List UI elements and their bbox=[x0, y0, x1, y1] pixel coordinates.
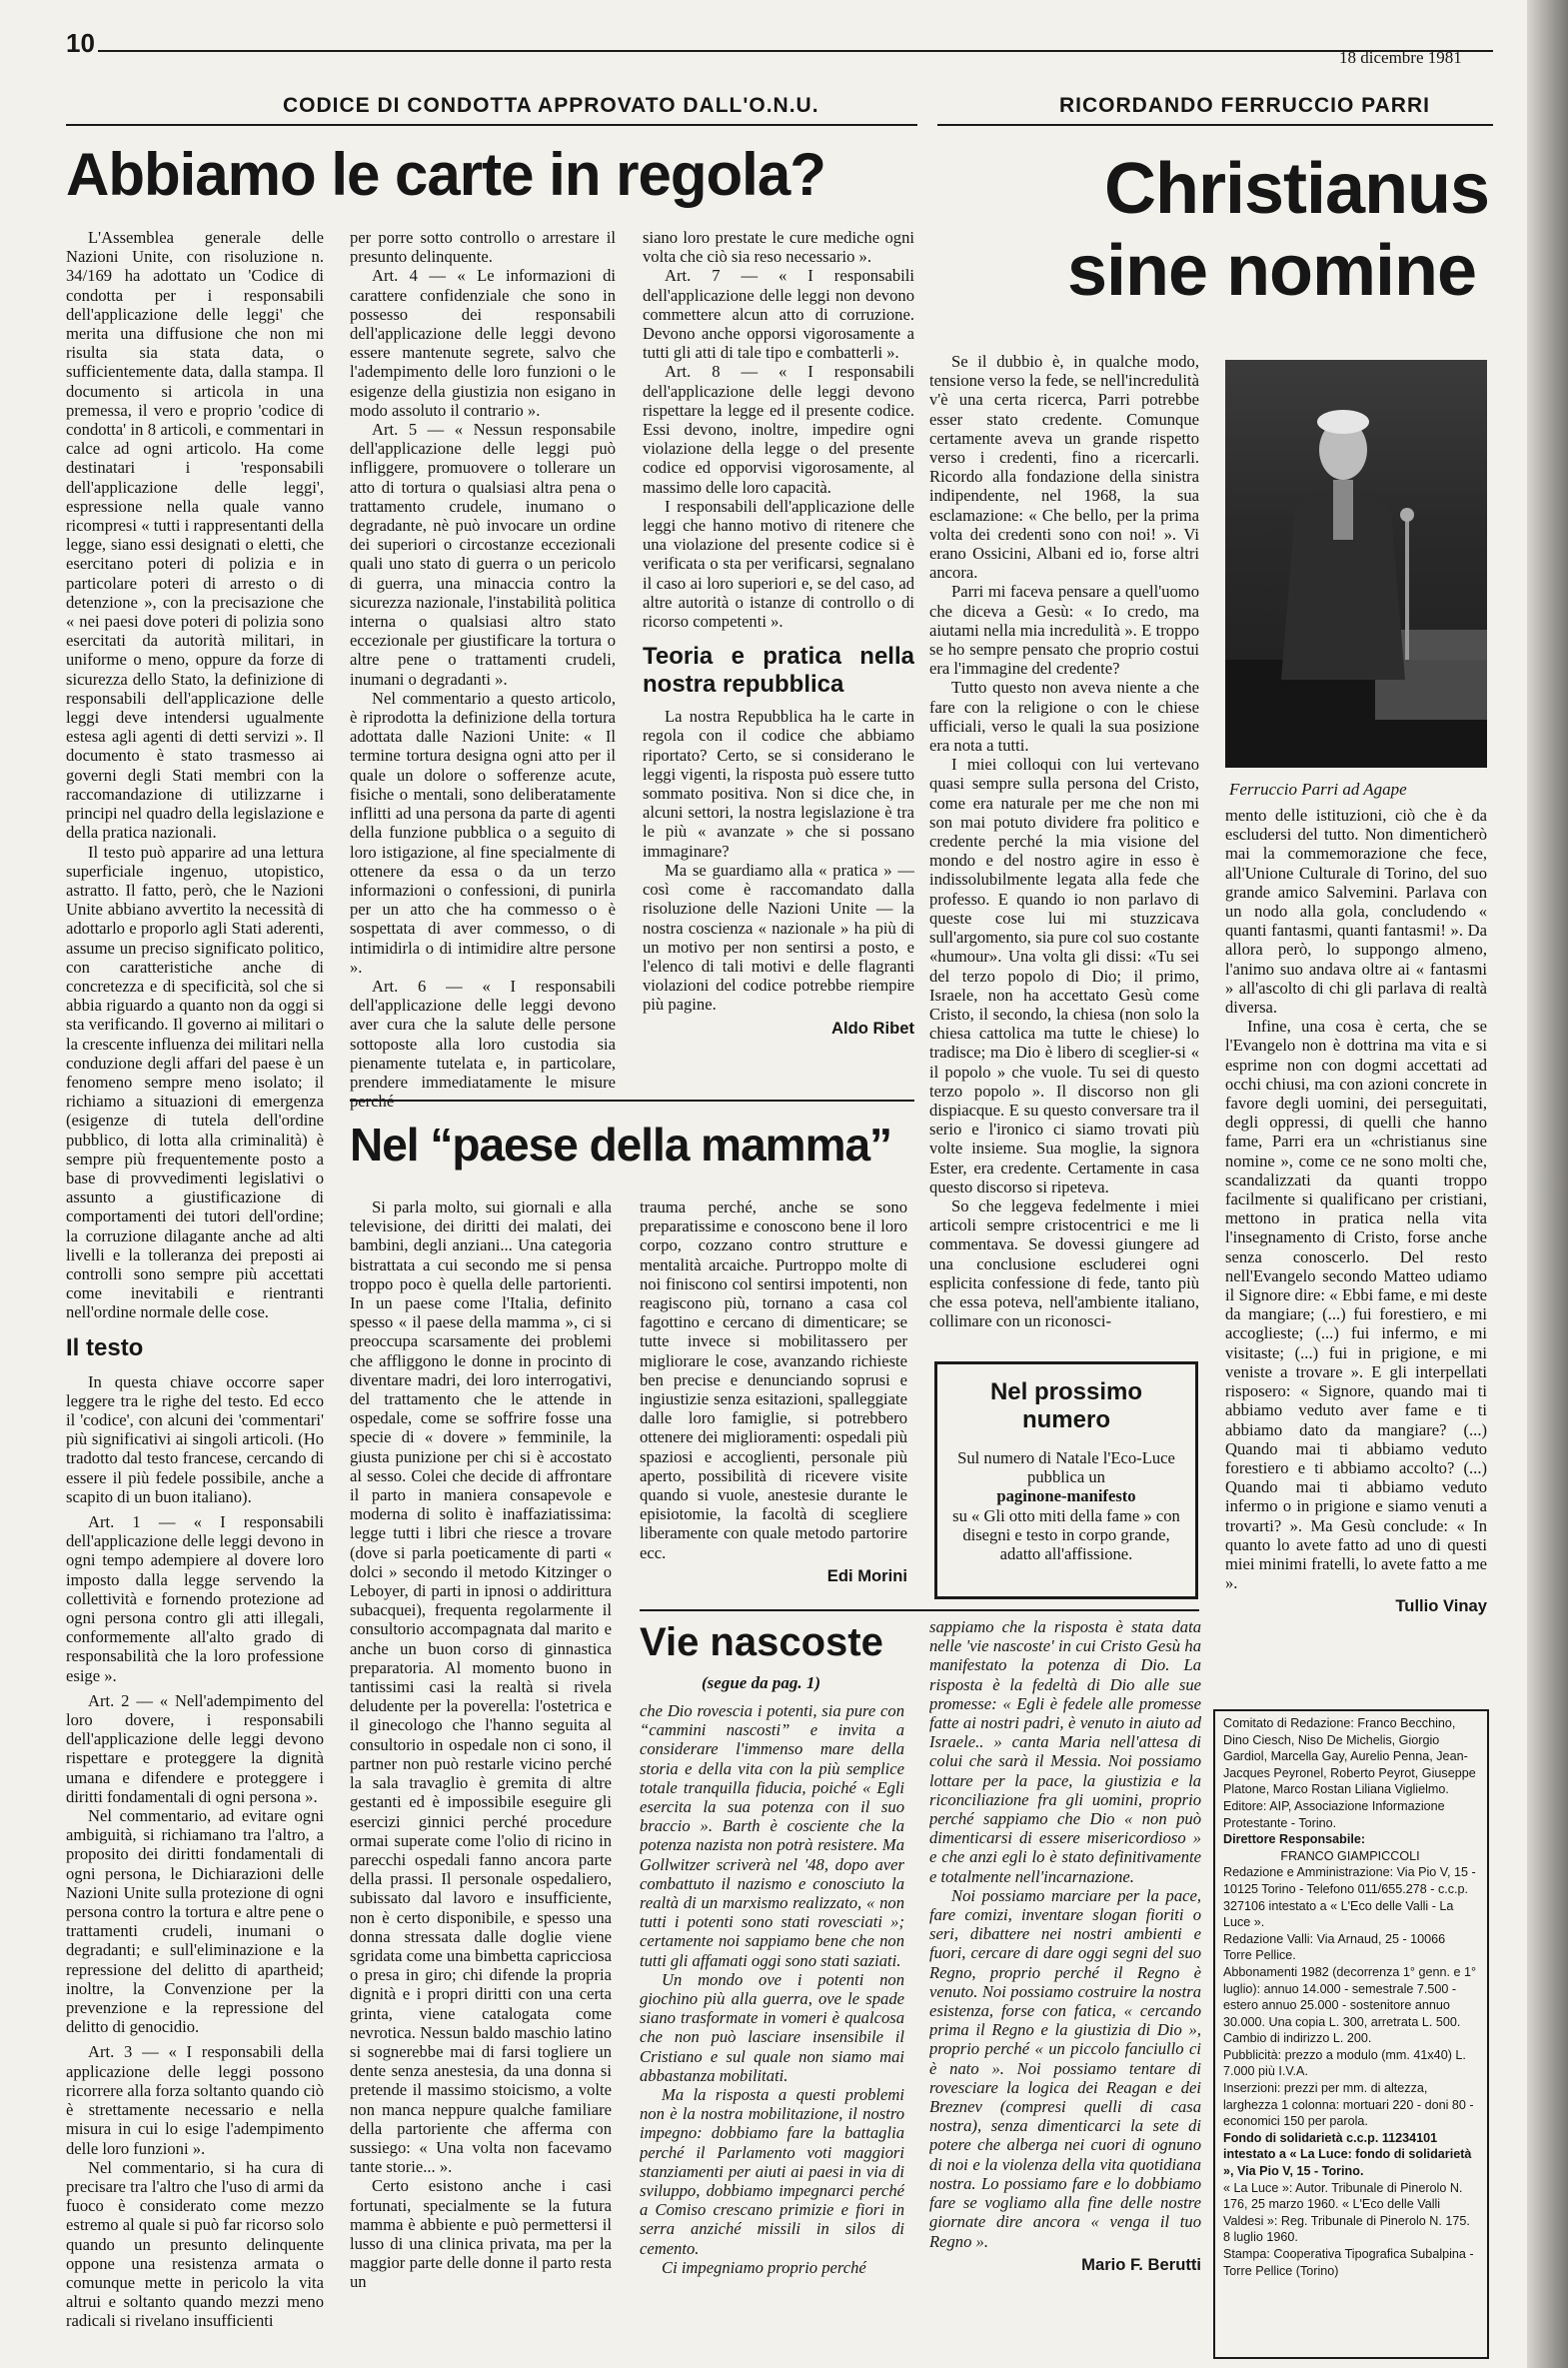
article-4: Art. 4 — « Le informazioni di carattere confidenziale che sono in possesso dei responsabili dell'applicazione delle leggi devono essere mantenute segrete, salvo che l'adempimento delle loro funzioni o le esigenze della giustizia non esigano in modo assoluto il contrario ». bbox=[350, 266, 616, 420]
article-6: Art. 6 — « I responsabili dell'applicazione delle leggi devono aver cura che la salute delle persone sottoposte alla loro custodia sia pienamente tutelata e, in particolare, prendere immediatamente le misure bbox=[350, 976, 616, 1092]
paragraph: Ci impegniamo proprio perché bbox=[662, 2257, 866, 2277]
bottom-column-2 bbox=[929, 1617, 1201, 2347]
masthead-inserzioni: Inserzioni: prezzi per mm. di altezza, larghezza 1 colonna: mortuari 220 - doni 80 - economici 150 per parola. bbox=[1223, 2081, 1474, 2129]
article-3: Art. 3 — « I responsabili della applicazione delle leggi possono ricorrere alla forza soltanto quando ciò è strettamente necessario e nella misura in cui lo esige l'adempimento delle loro funzioni ». bbox=[66, 2042, 324, 2158]
paragraph: Il testo può apparire ad una lettura superficiale ingenuo, utopistico, astratto. Il fatto, però, che le Nazioni Unite abbiano avvertito la necessità di adottarlo e proporlo agli Stati aderenti, assume un preciso significato politico, con caratteristiche anche di concretezza e di specificità, sol che si abbia riguardo a quanto non da oggi si sta verificando. Il governo ai militari o la crescente influenza dei militari nella conduzione degli affari del paese è un fenomeno sempre meno isolato; il richiamo a situazioni di emergenza (esigenze di tutela dell'ordine pubblico, di lotta alla criminalità) è sempre più frequentemente posto a base di provvedimenti legislativi o assunto a giustificazione di comportamenti dei tutori dell'ordine; la corruzione dilagante anche ad alti livelli e la tolleranza dei preposti ai controlli sono sempre più accettati come inevitabili e rientranti nell'ordine normale delle cose. bbox=[66, 842, 324, 1322]
author-tullio-vinay: Tullio Vinay bbox=[1395, 1596, 1487, 1616]
right-article-title-1: Christianus bbox=[1104, 149, 1490, 229]
subheading-il-testo: Il testo bbox=[66, 1333, 144, 1361]
article-5: Art. 5 — « Nessun responsabile dell'applicazione delle leggi può infliggere, promuovere o tollerare un atto di tortura o qualsiasi altra pena o trattamento crudele, inumano o degradante, nè può invocare un ordine dei superiori o circostanze eccezionali quali uno stato di guerra o un pericolo di guerra, una minaccia contro la sicurezza nazionale, l'instabilità politica interna o qualsiasi altro stato eccezionale per giustificare la tortura o altre pene o trattamenti crudeli, inumani o degradanti ». bbox=[350, 420, 616, 689]
middle-article-title: Nel “paese della mamma” bbox=[350, 1119, 892, 1171]
left-kicker: CODICE DI CONDOTTA APPROVATO DALL'O.N.U. bbox=[283, 94, 819, 117]
paragraph: Se il dubbio è, in qualche modo, tensione verso la fede, se nell'incredulità v'è una certa ricerca, Parri potrebbe esser stato credente. Comunque certamente aveva un grande rispetto verso i credenti, fino a ricercarli. Ricordo alla fondazione della sinistra indipendente, nel 1968, la sua esclamazione: « Che bello, per la prima volta dei credenti sono con noi! ». Vi erano Ossicini, Albani ed io, forse altri ancora. bbox=[929, 352, 1199, 583]
article-2: Art. 2 — « Nell'adempimento del loro dovere, i responsabili dell'applicazione delle leggi devono rispettare e proteggere la dignità umana e difendere e proteggere i diritti fondamentali di ogni persona ». bbox=[66, 1690, 324, 1806]
left-column-1 bbox=[66, 228, 324, 2357]
paragraph: Nel commentario, ad evitare ogni ambiguità, si richiamano tra l'altro, a proposito dei diritti fondamentali di ogni persona, le Dichiarazioni delle Nazioni Unite sulla protezione di ogni persona contro la tortura e altre pene o trattamenti crudeli, inumani o degradanti; e sull'eliminazione e la repressione del delitto di apartheid; inoltre, la Convenzione per la prevenzione e la repressione del delitto di genocidio. bbox=[66, 1806, 324, 2037]
masthead-fondo: Fondo di solidarietà c.c.p. 11234101 intestato a « La Luce: fondo di solidarietà », Via Pio V, 15 - Torino. bbox=[1223, 2130, 1472, 2179]
left-article-title: Abbiamo le carte in regola? bbox=[66, 141, 825, 208]
paragraph: Nel commentario a questo articolo, è riprodotta la definizione della tortura adottata dalle Nazioni Unite: « Il termine tortura designa ogni atto per il quale un dolore o sofferenze acute, fisiche o mentali, sono deliberatamente inflitti ad una persona da parte di agenti della funzione pubblica o a seguito di loro istigazione, al fine specialmente di ottenere da essa o da un terzo informazioni o confessioni, di punirla per un atto che ha commesso o è sospettata di aver commesso, o di intimidirla o di intimidire altre persone ». bbox=[350, 688, 616, 977]
paragraph: I responsabili dell'applicazione delle leggi che hanno motivo di ritenere che una violazione del presente codice si è verificata o sta per verificarsi, segnalano il caso ai loro superiori e, se del caso, ad altre autorità o istanze di controllo o di ricorso competenti ». bbox=[643, 496, 914, 632]
paragraph: Ma se guardiamo alla « pratica » — così come è raccomandato dalla risoluzione delle Nazioni Unite — la nostra coscienza « nazionale » ha più di un motivo per non sentirsi a posto, e l'elenco di tali motivi e delle flagranti violazioni del codice potrebbe riempire più pagine. bbox=[643, 860, 914, 1015]
paragraph: Un mondo ove i potenti non giochino più alla guerra, ove le spade siano trasformate in vomeri è qualcosa che non può lasciare insensibile il Cristiano e sul quale non siamo mai abbastanza mobilitati. bbox=[640, 1969, 904, 2085]
paragraph: mento delle istituzioni, ciò che è da escludersi del tutto. Non dimenticherò mai la commemorazione che fece, all'Unione Culturale di Torino, del suo grande amico Salvemini. Parlava con un nodo alla gola, concludendo « quanti fantasmi, quanti fantasmi! ». Da allora però, lo suppongo almeno, l'animo suo andava oltre ai « fantasmi » all'ascolto di chi gli parlava di realtà diversa. bbox=[1225, 806, 1487, 1018]
paragraph: che Dio rovescia i potenti, sia pure con “cammini nascosti” e invita a considerare l'immenso mare della storia e della vita con la più semplice totale tranquilla fiducia, poiché « Egli esercita la sua potenza con il suo braccio ». Barth è cosciente che la potenza nazista non potrà resistere. Ma Gollwitzer scriverà nel '48, dopo aver combattuto il nazismo e conosciuto la realtà di un marxismo realizzato, « non tutti i potenti sono stati rovesciati »; certamente noi sappiamo bene che non tutti gli affamati oggi sono stati saziati. bbox=[640, 1701, 904, 1970]
next-issue-box bbox=[934, 1361, 1198, 1599]
next-issue-text-1: Sul numero di Natale l'Eco-Luce pubblica un bbox=[957, 1448, 1175, 1487]
paragraph: sappiamo che la risposta è stata data nelle 'vie nascoste' in cui Cristo Gesù ha manifestato la potenza di Dio. La risposta è la fedeltà di Dio alle sue promesse: « Egli è fedele alle promesse fatte ai nostri padri, è venuto in aiuto ad Israele.. » canta Maria nell'attesa di colui che sarà il Messia. Noi possiamo lottare per la pace, la giustizia e la riconciliazione fra gli uomini, proprio perché sappiamo che Dio « non può dimenticarsi di essere misericordioso » e che anzi egli lo è stato definitivamente e totalmente nell'incarnazione. bbox=[929, 1617, 1201, 1886]
paragraph: Tutto questo non aveva niente a che fare con la religione o con le chiese ufficiali, verso le quali la sua posizione era nota a tutti. bbox=[929, 678, 1199, 756]
middle-column-2 bbox=[640, 1197, 907, 1607]
masthead-pubblicita: Pubblicità: prezzo a modulo (mm. 41x40) L. 7.000 più I.V.A. bbox=[1223, 2047, 1466, 2079]
paragraph: per porre sotto controllo o arrestare il presunto delinquente. bbox=[350, 228, 616, 267]
masthead-redazione: Redazione e Amministrazione: Via Pio V, 15 - 10125 Torino - Telefono 011/655.278 - c.c.p. 327106 intestato a « L'Eco delle Valli - La Luce ». bbox=[1223, 1865, 1476, 1930]
masthead-editore: Editore: AIP, Associazione Informazione Protestante - Torino. bbox=[1223, 1798, 1445, 1830]
author-aldo-ribet: Aldo Ribet bbox=[831, 1018, 914, 1038]
paragraph: Infine, una cosa è certa, che se l'Evangelo non è dottrina ma vita e si esprime non con dogmi accettati ad occhi chiusi, ma con azioni concrete in favore degli uomini, dei perseguitati, degli oppressi, di quelli che hanno fame, Parri era un «christianus sine nomine », come ce ne sono molti che, scandalizzati da quanti troppo facilmente si qualificano per cristiani, mettono in pratica nella vita l'insegnamento di Cristo, forse anche senza conoscerlo. Del resto nell'Evangelo secondo Matteo udiamo il Signore dire: « Ebbi fame, e mi deste da mangiare; (...) fui forestiero, e mi accoglieste; (...) fui infermo, e mi visitaste; (...) fui in prigione, e mi veniste a trovare ». E gli interpellati risposero: « Signore, quando mai ti abbiamo veduto aver fame e ti abbiamo dato da mangiare? (...) Quando mai ti abbiamo veduto forestiero e ti abbiamo accolto? (...) Quando mai ti abbiamo veduto infermo o in prigione e siamo venuti a trovarti? ». Ma Gesù conclude: « In quanto lo avete fatto ad uno di questi miei minimi fratelli, lo avete fatto a me ». bbox=[1225, 1017, 1487, 1593]
paragraph: Parri mi faceva pensare a quell'uomo che diceva a Gesù: « Io credo, ma aiutami nella mia incredulità ». E troppo se ho sempre pensato che proprio costui era l'immagine del credente? bbox=[929, 582, 1199, 679]
page-edge bbox=[1527, 0, 1568, 2368]
paragraph: Ma la risposta a questi problemi non è la nostra mobilitazione, il nostro impegno: dobbiamo fare la battaglia perché il Parlamento voti maggiori stanziamenti per aiuti ai paesi in via di sviluppo, dobbiamo impegnarci perché a Comiso crescano primizie e fiori in serra anziché missili in silos di cemento. bbox=[640, 2085, 904, 2258]
paragraph: La nostra Repubblica ha le carte in regola con il codice che abbiamo riportato? Certo, se si considerano le leggi vigenti, la risposta può essere tutto sommato positiva. Non si dice che, in alcuni settori, la nostra legislazione è tra le più « avanzate » che si possano immaginare? bbox=[643, 707, 914, 861]
paragraph: I miei colloqui con lui vertevano quasi sempre sulla persona del Cristo, come era naturale per me che non mi son mai potuto dividere fra politico e credente perché la mia visione del mondo e del nostro agire in esso è indissolubilmente legata alla fede che professo. E quando io non parlavo di queste cose lui mi stuzzicava sull'argomento, sia pure col suo costante «humour». Una volta gli dissi: «Tu sei del terzo popolo di Dio; il primo, Israele, non ha accettato Gesù come Cristo, il secondo, la chiesa (non solo la chiesa cattolica ma tutte le chiese) lo tradisce; ma Dio è libero di sceglier-si « il popolo » che vuole. Tu sei di questo terzo popolo ». Il discorso non gli dispiacque. E su questo conversare tra il serio e l'ironico ci siamo trovati più volte insieme. Sua moglie, la signora Ester, era credente. Certamente in casa questo discorso si ripeteva. bbox=[929, 755, 1199, 1196]
photo-caption: Ferruccio Parri ad Agape bbox=[1229, 780, 1407, 799]
paragraph: In questa chiave occorre saper leggere tra le righe del testo. Ed ecco il 'codice', con alcuni dei 'commentari' più significativi ai singoli articoli. (Ho tradotto dal testo francese, cercando di essere il più fedele possibile, anche a scapito di un buon italiano). bbox=[66, 1371, 324, 1506]
next-issue-title: Nel prossimo numero bbox=[989, 1378, 1143, 1433]
kicker-rule-left bbox=[66, 124, 917, 126]
header-rule bbox=[98, 50, 1493, 52]
paragraph: trauma perché, anche se sono preparatissime e conoscono bene il loro corpo, cozzano contro strutture e mentalità arcaiche. Purtroppo molte di noi finiscono col sentirsi impotenti, non reagiscono più, tornano a casa col fagottino e cercano di dimenticare; se tutte invece si mobilitassero per migliorare le cose, avanzando richieste ben precise e denunciando soprusi e ingiustizie senza esitazioni, spalleggiate dalle loro famiglie, si potrebbero ottenere dei miglioramenti: ospedali più spaziosi e accoglienti, personale più aperto, possibilità di ricevere visite quando si vuole, anestesie durante le episiotomie, la facoltà di scegliere liberamente con quale metodo partorire ecc. bbox=[640, 1197, 907, 1562]
right-column-1 bbox=[929, 352, 1199, 1351]
masthead-text bbox=[1223, 1715, 1477, 2351]
bottom-column-1 bbox=[640, 1701, 904, 2357]
bottom-article-title: Vie nascoste bbox=[640, 1620, 883, 1664]
masthead-stampa: Stampa: Cooperativa Tipografica Subalpina - Torre Pellice (Torino) bbox=[1223, 2247, 1474, 2278]
paragraph: Noi possiamo marciare per la pace, fare comizi, inventare slogan fioriti o seri, dibattere nei nostri ambienti e fuori, cercare di dare oggi segni del suo Regno, proprio perché il Regno è venuto. Noi possiamo costruire la nostra esistenza, forse con fatica, « cercando prima il Regno e la giustizia di Dio », proprio perché « un piccolo fanciullo ci è nato ». Noi possiamo tentare di rovesciare la logica dei Reagan e dei Breznev (compresi quelli di casa nostra), senza dimenticarci la sete di potere che alberga nei cuori di ognuno di noi e la violenza della vita quotidiana nostra. Lo possiamo fare e lo dobbiamo fare se vogliamo alla fine delle nostre giornate dire ancora « venga il tuo Regno ». bbox=[929, 1885, 1201, 2251]
masthead-direttore-label: Direttore Responsabile: bbox=[1223, 1832, 1366, 1847]
paragraph: L'Assemblea generale delle Nazioni Unite, con risoluzione n. 34/169 ha adottato un 'Codice di condotta per i responsabili dell'applicazione delle leggi' che merita una diffusione che non mi risulta sia stata data, o sufficientemente data, dalla stampa. Il documento si articola in una premessa, il vero e proprio 'codice di condotta' in 8 articoli, e commentari in calce ad ogni articolo. Ha come destinatari i 'responsabili dell'applicazione delle leggi', espressione nella quale vanno ricompresi « tutti i rappresentanti della legge, siano essi designati o eletti, che esercitano poteri di polizia e in particolare poteri di arresto o di detenzione », con la precisazione che « nei paesi dove poteri di polizia sono esercitati da autorità militari, in uniforme o meno, oppure da forze di sicurezza dello Stato, la definizione di responsabili dell'applicazione delle leggi deve intendersi ugualmente estesa agli agenti di detti servizi ». Il documento è stato trasmesso ai governi degli Stati membri con la raccomandazione di utilizzarne i principi nel quadro della legislazione e della pratica nazionali. bbox=[66, 228, 324, 843]
section-rule-bottom bbox=[640, 1609, 1199, 1611]
parri-photo bbox=[1225, 360, 1487, 768]
masthead-redazione-valli: Redazione Valli: Via Arnaud, 25 - 10066 Torre Pellice. bbox=[1223, 1931, 1446, 1963]
section-rule-middle bbox=[350, 1100, 914, 1102]
bottom-article-subtitle: (segue da pag. 1) bbox=[702, 1673, 820, 1692]
left-column-2 bbox=[350, 228, 616, 1118]
paragraph: Certo esistono anche i casi fortunati, specialmente se la futura mamma è abbiente e può permettersi il lusso di una clinica privata, ma per la maggior parte delle donne il parto resta un bbox=[350, 2176, 612, 2292]
masthead-comitato: Comitato di Redazione: Franco Becchino, Dino Ciesch, Niso De Michelis, Giorgio Gardiol, Marcella Gay, Aurelio Penna, Jean-Jacques Peyronel, Roberto Peyrot, Giuseppe Platone, Marco Rostan Liliana Viglielmo. bbox=[1223, 1716, 1476, 1797]
right-article-title-2: sine nomine bbox=[1067, 231, 1477, 311]
paragraph: Si parla molto, sui giornali e alla televisione, dei diritti dei malati, dei bambini, degli anziani... Una categoria bistrattata a cui secondo me si pensa troppo poco è quella delle partorienti. In un paese come l'Italia, definito spesso « il paese della mamma », ci si preoccupa scarsamente dei problemi che affliggono le donne in procinto di diventare madri, dei loro interrogativi, del trattamento che le attende in ospedale, come se soffrire fosse una specie di « dovere » femminile, la giusta punizione per chi si è accostato al sesso. Colei che decide di affrontare il parto in maniera consapevole e moderna di solito è inaffaziatissima: legge tutti i libri che riesce a trovare (dove si parla poeticamente di parti « dolci » secondo il metodo Kitzinger o Leboyer, di parti in ipnosi o addirittura subacquei), frequenta regolarmente il consultorio accompagnata dal marito e anche un buon corso di ginnastica preparatoria. Al momento buono in tantissimi casi la realtà si rivela deludente per la poverella: l'ostetrica e il ginecologo che l'hanno seguita al consultorio in ospedale non ci sono, il partner non può restarle vicino perché la sala travaglio è gremita di altre gestanti ed è impossibile eseguire gli esercizi ginnici perché procedure ormai superate come l'olio di ricino in parecchi ospedali fanno ancora parte della prassi. Il personale ospedaliero, subissato dal lavoro e insufficiente, non è certo disponibile, e spesso una donna stressata dalle doglie viene sgridata come una bimbetta capricciosa o presa in giro; chi difende la propria dignità e i propri diritti con una certa grinta, viene catalogata come nevrotica. Nessun baldo maschio latino si sognerebbe mai di farsi togliere un dente senza anestesia, da una donna si pretende il massimo stoicismo, a volte non manca neppure qualche familiare della partoriente che afferma con sussiego: « Una volta non facevamo tante storie... ». bbox=[350, 1197, 612, 2177]
right-kicker: RICORDANDO FERRUCCIO PARRI bbox=[1059, 94, 1430, 117]
masthead-abbonamenti: Abbonamenti 1982 (decorrenza 1° genn. e 1° luglio): annuo 14.000 - semestrale 7.500 - estero annuo 25.000 - sostenitore annuo 30.000. Una copia L. 300, arretrata L. 500. Cambio di indirizzo L. 200. bbox=[1223, 1964, 1477, 2046]
page-number: 10 bbox=[66, 28, 95, 58]
masthead-direttore: FRANCO GIAMPICCOLI bbox=[1280, 1848, 1420, 1863]
page-date: 18 dicembre 1981 bbox=[1339, 48, 1462, 67]
right-column-2 bbox=[1225, 806, 1487, 1705]
article-7: Art. 7 — « I responsabili dell'applicazione delle leggi non devono commettere alcun atto di corruzione. Devono anche opporsi vigorosamente a tutti gli atti di tale tipo e combatterli ». bbox=[643, 266, 914, 363]
middle-column-1 bbox=[350, 1197, 612, 2357]
photo-figure-icon bbox=[1225, 360, 1487, 768]
article-8: Art. 8 — « I responsabili dell'applicazione delle leggi devono rispettare la legge ed il presente codice. Essi devono, inoltre, impedire ogni violazione della legge o del presente codice ed opporvisi vigorosamente, al massimo delle loro capacità. bbox=[643, 362, 914, 497]
paragraph: siano loro prestate le cure mediche ogni volta che ciò sia reso necessario ». bbox=[643, 228, 914, 267]
paragraph: Nel commentario, si ha cura di precisare tra l'altro che l'uso di armi da fuoco è considerato come mezzo estremo al quale si può far ricorso solo quando un presunto delinquente oppone una resistenza armata o comunque mette in pericolo la vita altrui e soltanto quando mezzi meno radicali si rivelano insufficienti bbox=[66, 2157, 324, 2331]
masthead-autor: « La Luce »: Autor. Tribunale di Pinerolo N. 176, 25 marzo 1960. « L'Eco delle Valli Valdesi »: Reg. Tribunale di Pinerolo N. 175. 8 luglio 1960. bbox=[1223, 2180, 1470, 2245]
author-mario-berutti: Mario F. Berutti bbox=[1081, 2254, 1201, 2274]
next-issue-text-2: su « Gli otto miti della fame » con disegni e testo in corpo grande, adatto all'affissione. bbox=[952, 1505, 1180, 1564]
kicker-rule-right bbox=[937, 124, 1493, 126]
paragraph: So che leggeva fedelmente i miei articoli sempre cristocentrici e me li commentava. Se dovessi giungere ad una conclusione escluderei ogni esplicita confessione di fede, tanto più che essa poteva, nell'ambiente italiano, collimare con un riconosci- bbox=[929, 1195, 1199, 1331]
article-1: Art. 1 — « I responsabili dell'applicazione delle leggi devono in ogni tempo adempiere al dovere loro imposto dalla legge servendo la collettività e fornendo protezione ad ogni persona contro gli atti illegali, conformemente all'alto grado di responsabilità che la loro professione esige ». bbox=[66, 1512, 324, 1685]
subheading-teoria: Teoria e pratica nella nostra repubblica bbox=[643, 643, 914, 699]
author-edi-morini: Edi Morini bbox=[826, 1565, 907, 1585]
left-column-3 bbox=[643, 228, 914, 1118]
next-issue-bold: paginone-manifesto bbox=[996, 1486, 1136, 1506]
